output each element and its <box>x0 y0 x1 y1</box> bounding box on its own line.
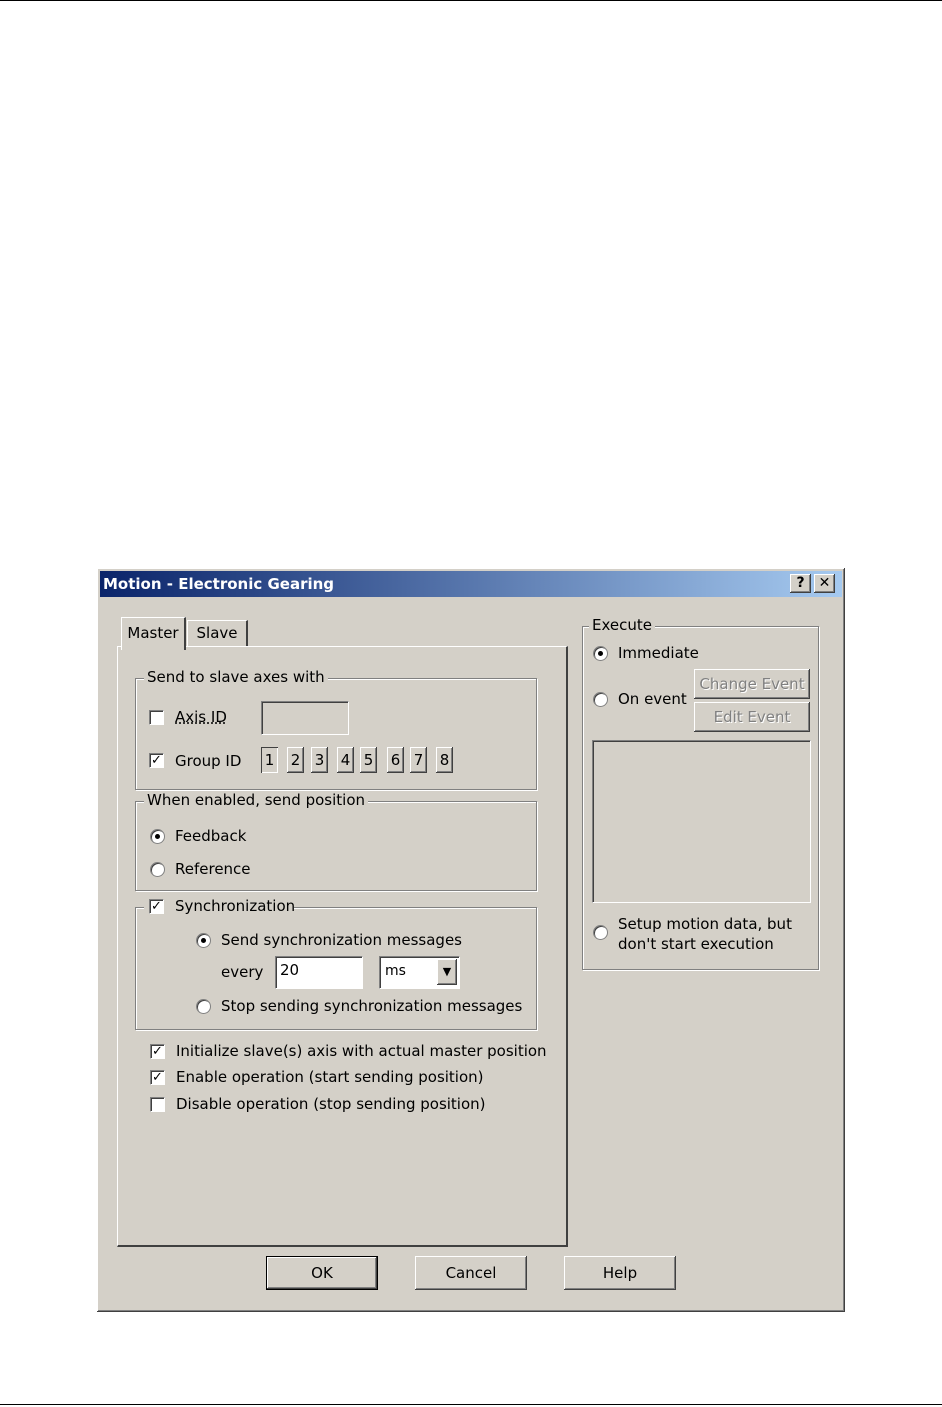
sync-legend <box>144 897 294 917</box>
stop-sync-radio[interactable] <box>196 999 211 1014</box>
feedback-label: Feedback <box>175 827 247 845</box>
ok-button[interactable]: OK <box>266 1256 378 1290</box>
disable-operation-checkbox[interactable] <box>150 1097 165 1112</box>
tab-slave-label: Slave <box>196 624 238 642</box>
tab-slave[interactable] <box>187 620 248 646</box>
group-id-3[interactable]: 3 <box>311 747 328 773</box>
position-group-title: When enabled, send position <box>144 791 368 809</box>
axis-id-checkbox[interactable] <box>149 710 164 725</box>
on-event-radio[interactable] <box>593 692 608 707</box>
send-sync-label: Send synchronization messages <box>221 931 462 949</box>
help-button[interactable]: Help <box>564 1256 676 1290</box>
sync-period-input[interactable] <box>275 956 363 989</box>
tab-master[interactable] <box>121 617 186 650</box>
group-id-checkbox[interactable]: ✓ <box>149 753 164 768</box>
sync-unit-value: ms <box>385 963 406 979</box>
page-top-rule <box>0 0 942 1</box>
immediate-label: Immediate <box>618 644 699 662</box>
sync-period-value: 20 <box>280 961 300 979</box>
axis-id-label: Axis ID <box>175 708 227 726</box>
disable-operation-label: Disable operation (stop sending position) <box>176 1095 486 1113</box>
cancel-button[interactable]: Cancel <box>415 1256 527 1290</box>
init-slave-label: Initialize slave(s) axis with actual master position <box>176 1042 547 1060</box>
group-id-5[interactable]: 5 <box>360 747 377 773</box>
group-id-1[interactable]: 1 <box>261 747 278 773</box>
enable-operation-checkbox[interactable]: ✓ <box>150 1070 165 1085</box>
group-id-2[interactable]: 2 <box>287 747 304 773</box>
synchronization-label: Synchronization <box>175 897 296 915</box>
edit-event-button[interactable]: Edit Event <box>694 702 810 732</box>
change-event-button[interactable]: Change Event <box>694 669 810 699</box>
init-slave-checkbox[interactable]: ✓ <box>150 1044 165 1059</box>
group-id-6[interactable]: 6 <box>387 747 404 773</box>
title-bar <box>100 571 842 597</box>
electronic-gearing-dialog <box>97 568 845 1312</box>
feedback-radio[interactable] <box>150 829 165 844</box>
group-id-7[interactable]: 7 <box>410 747 427 773</box>
sync-unit-select[interactable] <box>379 956 460 989</box>
execute-title: Execute <box>589 616 655 634</box>
help-title-button[interactable]: ? <box>790 574 811 593</box>
setup-motion-line2: don't start execution <box>618 935 774 953</box>
setup-motion-line1: Setup motion data, but <box>618 915 792 933</box>
close-icon[interactable]: ✕ <box>814 574 835 593</box>
enable-operation-label: Enable operation (start sending position) <box>176 1068 484 1086</box>
stop-sync-label: Stop sending synchronization messages <box>221 997 523 1015</box>
send-position-group <box>135 791 537 891</box>
send-group-title: Send to slave axes with <box>144 668 328 686</box>
send-to-slave-group <box>135 668 537 790</box>
event-list-box[interactable] <box>592 740 811 903</box>
every-label: every <box>221 963 264 981</box>
axis-id-field[interactable] <box>261 701 349 735</box>
dialog-title: Motion - Electronic Gearing <box>103 575 335 593</box>
group-id-selector <box>261 747 461 773</box>
group-id-8[interactable]: 8 <box>436 747 453 773</box>
group-id-4[interactable]: 4 <box>337 747 354 773</box>
setup-motion-radio[interactable] <box>593 925 608 940</box>
reference-label: Reference <box>175 860 251 878</box>
reference-radio[interactable] <box>150 862 165 877</box>
page-bottom-rule <box>0 1404 942 1405</box>
on-event-label: On event <box>618 690 687 708</box>
synchronization-group <box>135 897 537 1030</box>
chevron-down-icon[interactable]: ▼ <box>437 959 457 985</box>
group-id-label: Group ID <box>175 752 242 770</box>
immediate-radio[interactable] <box>593 646 608 661</box>
tab-master-label: Master <box>127 624 179 642</box>
synchronization-checkbox[interactable]: ✓ <box>149 899 164 914</box>
execute-group <box>582 616 819 970</box>
send-sync-radio[interactable] <box>196 933 211 948</box>
